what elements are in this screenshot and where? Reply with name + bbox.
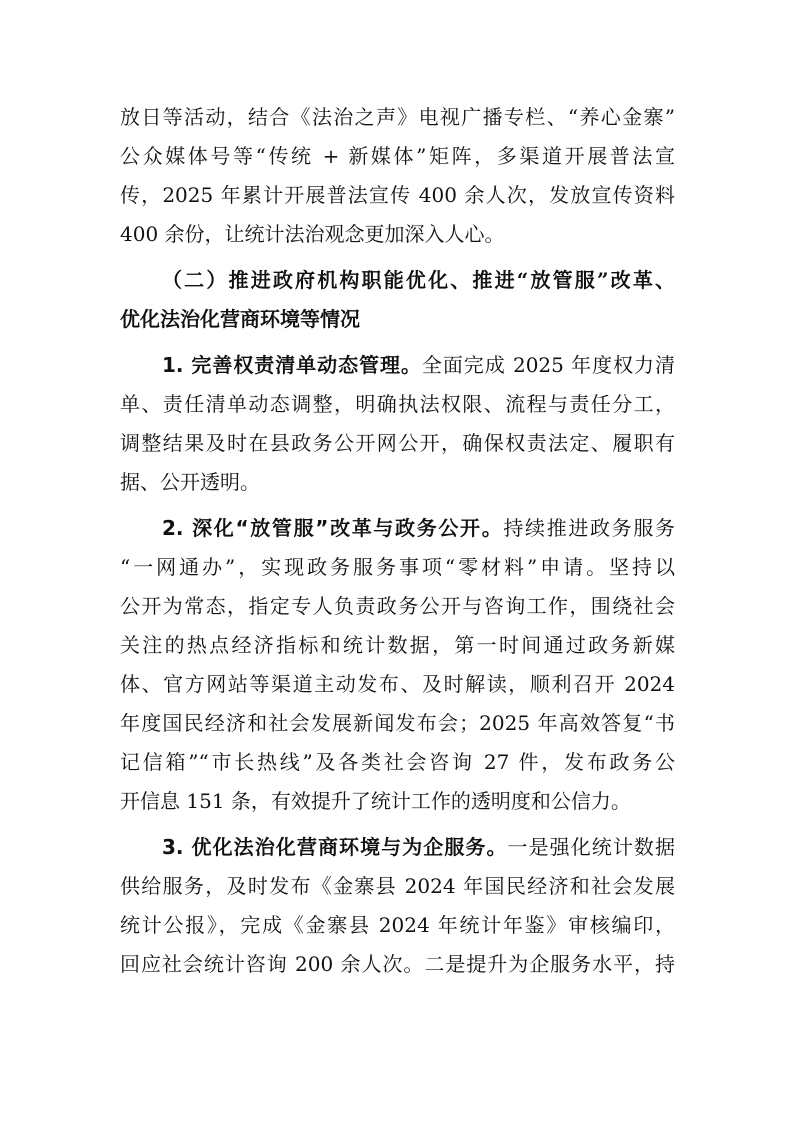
item-text: 一是强化统计数据: [507, 835, 675, 859]
item-first-line: [120, 346, 675, 385]
text-line: 传，2025 年累计开展普法宣传 400 余人次，发放宣传资料: [120, 183, 675, 207]
item-title: 2. 深化“放管服”改革与政务公开。: [162, 516, 504, 540]
text-line: 供给服务，及时发布《金寨县 2024 年国民经济和社会发展: [120, 874, 675, 898]
text-line: 单、责任清单动态调整，明确执法权限、流程与责任分工，: [120, 392, 675, 416]
text-line: 记信箱”“市长热线”及各类社会咨询 27 件，发布政务公: [120, 750, 675, 774]
text-line: 据、公开透明。: [120, 470, 260, 494]
item-first-line: [120, 509, 675, 548]
item-3-paragraph: [120, 828, 675, 984]
document-page: [120, 98, 675, 984]
text-line: 公开为常态，指定专人负责政务公开与咨询工作，围绕社会: [120, 594, 675, 618]
text-line: 关注的热点经济指标和统计数据，第一时间通过政务新媒: [120, 633, 675, 657]
item-first-line: [120, 828, 675, 867]
item-title: 1. 完善权责清单动态管理。: [162, 353, 422, 377]
item-text: 持续推进政务服务: [503, 516, 675, 540]
heading-line: 优化法治化营商环境等情况: [120, 307, 360, 331]
text-line: 回应社会统计咨询 200 余人次。二是提升为企服务水平，持: [120, 952, 675, 976]
heading-line: （二）推进政府机构职能优化、推进“放管服”改革、: [162, 268, 675, 292]
text-line: 体、官方网站等渠道主动发布、及时解读，顺利召开 2024: [120, 672, 675, 696]
item-text: 全面完成 2025 年度权力清: [421, 353, 675, 377]
item-1-paragraph: [120, 346, 675, 502]
text-line: 年度国民经济和社会发展新闻发布会；2025 年高效答复“书: [120, 711, 675, 735]
paragraph-publicity: [120, 98, 675, 254]
text-line: “一网通办”，实现政务服务事项“零材料”申请。坚持以: [120, 555, 675, 579]
item-title: 3. 优化法治化营商环境与为企服务。: [162, 835, 508, 859]
text-line: 开信息 151 条，有效提升了统计工作的透明度和公信力。: [120, 789, 631, 813]
section-heading: [120, 261, 675, 339]
text-line: 统计公报》，完成《金寨县 2024 年统计年鉴》审核编印，: [120, 913, 675, 937]
text-line: 公众媒体号等“传统 + 新媒体”矩阵，多渠道开展普法宣: [120, 144, 675, 168]
text-line: 放日等活动，结合《法治之声》电视广播专栏、“养心金寨”: [120, 105, 675, 129]
text-line: 400 余份，让统计法治观念更加深入人心。: [120, 222, 505, 246]
item-2-paragraph: [120, 509, 675, 821]
text-line: 调整结果及时在县政务公开网公开，确保权责法定、履职有: [120, 431, 675, 455]
